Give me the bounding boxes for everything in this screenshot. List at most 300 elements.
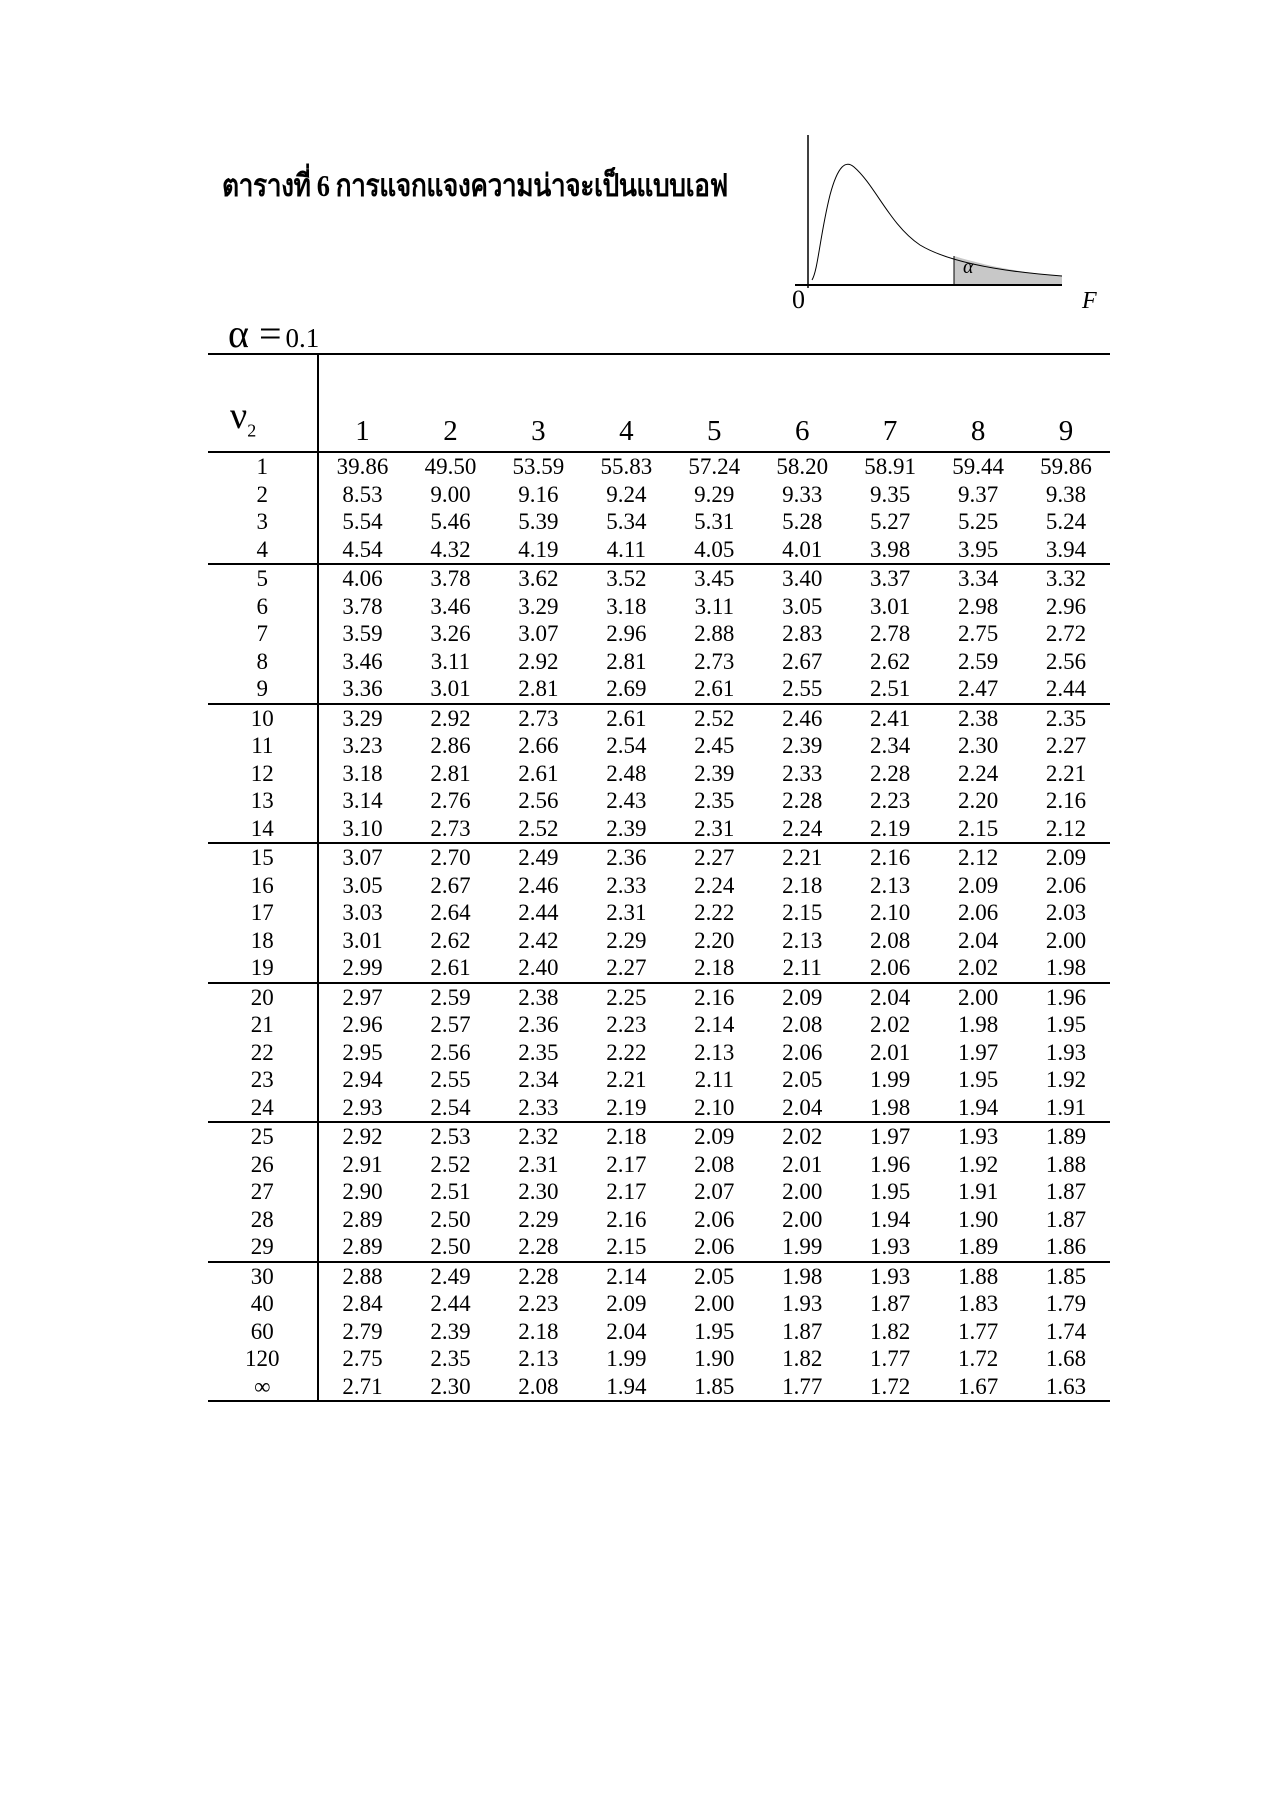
f-value-cell: 3.36 <box>318 675 407 704</box>
row-header-v2: 17 <box>208 899 318 927</box>
f-value-cell: 3.03 <box>342 900 383 925</box>
table-row <box>208 1233 1110 1262</box>
f-value-cell: 3.14 <box>342 788 383 813</box>
f-value-cell: 2.46 <box>518 872 559 898</box>
row-header-v2: 11 <box>208 732 318 760</box>
table-row <box>208 732 1110 760</box>
f-value-cell: 2.44 <box>518 900 559 925</box>
table-row <box>208 983 1110 1012</box>
f-value-cell: 3.05 <box>342 872 383 898</box>
f-value-cell: 2.38 <box>518 984 559 1010</box>
f-value-cell: 2.32 <box>518 1124 559 1149</box>
row-header-v2: 24 <box>208 1094 318 1123</box>
f-value-cell: 2.94 <box>342 1067 383 1092</box>
table-row <box>208 508 1110 536</box>
f-value-cell: 3.40 <box>782 566 823 591</box>
row-header-v2: 22 <box>208 1039 318 1067</box>
column-header-v1-7: 7 <box>846 354 934 452</box>
f-value-cell: 3.18 <box>606 593 647 619</box>
f-value-cell: 39.86 <box>336 454 389 479</box>
f-value-cell: 1.93 <box>870 1263 911 1289</box>
table-row <box>208 1178 1110 1206</box>
row-header-v2: 5 <box>208 564 318 593</box>
f-value-cell: 2.03 <box>1045 900 1087 925</box>
row-header-v2: 2 <box>208 481 318 509</box>
table-row <box>208 1122 1110 1151</box>
f-value-cell: 1.79 <box>1045 1291 1087 1316</box>
f-value-cell: 2.33 <box>782 760 823 786</box>
f-value-cell: 2.06 <box>670 1233 758 1262</box>
f-value-cell: 2.00 <box>1045 927 1087 953</box>
f-value-cell: 1.72 <box>870 1373 911 1399</box>
f-value-cell: 2.67 <box>430 872 471 898</box>
table-row <box>208 927 1110 955</box>
f-value-cell: 5.54 <box>342 509 383 534</box>
f-value-cell: 2.11 <box>694 1067 734 1092</box>
f-value-cell: 59.86 <box>1040 454 1092 479</box>
f-value-cell: 1.82 <box>870 1318 911 1344</box>
f-value-cell: 2.19 <box>846 815 934 844</box>
row-header-v2: 16 <box>208 872 318 900</box>
f-value-cell: 1.67 <box>957 1373 999 1399</box>
f-value-cell: 1.89 <box>1045 1124 1087 1149</box>
f-value-cell: 2.43 <box>606 788 647 813</box>
f-value-cell: 3.11 <box>430 648 471 674</box>
f-value-cell: 2.00 <box>957 984 999 1010</box>
f-value-cell: 2.75 <box>342 1346 383 1371</box>
f-value-cell: 1.97 <box>870 1124 911 1149</box>
column-header-v1-4: 4 <box>582 354 670 452</box>
f-value-cell: 3.07 <box>518 621 559 646</box>
table-row <box>208 1011 1110 1039</box>
f-value-cell: 1.86 <box>1022 1233 1110 1262</box>
f-value-cell: 2.61 <box>406 954 494 983</box>
alpha-symbol: α = <box>228 311 282 356</box>
f-value-cell: 2.13 <box>870 872 911 898</box>
column-header-v1-1: 1 <box>318 354 407 452</box>
f-value-cell: 3.45 <box>694 566 735 591</box>
f-value-cell: 2.53 <box>430 1124 471 1149</box>
f-value-cell: 2.14 <box>694 1012 735 1037</box>
table-row <box>208 481 1110 509</box>
f-value-cell: 2.23 <box>518 1291 559 1316</box>
f-value-cell: 2.00 <box>782 1179 823 1204</box>
f-value-cell: 3.34 <box>957 566 999 591</box>
f-value-cell: 5.28 <box>782 509 823 534</box>
f-value-cell: 2.01 <box>870 1039 911 1065</box>
row-header-v2: 4 <box>208 536 318 565</box>
f-value-cell: 3.05 <box>782 593 823 619</box>
f-value-cell: 1.92 <box>957 1151 999 1177</box>
f-value-cell: 4.54 <box>318 536 407 565</box>
f-value-cell: 2.18 <box>782 872 823 898</box>
f-value-cell: 2.57 <box>430 1012 471 1037</box>
table-row <box>208 872 1110 900</box>
f-value-cell: 2.54 <box>606 733 647 758</box>
f-value-cell: 2.67 <box>782 648 823 674</box>
f-value-cell: 2.42 <box>518 927 559 953</box>
f-value-cell: 2.81 <box>494 675 582 704</box>
f-value-cell: 2.31 <box>518 1151 559 1177</box>
f-table <box>208 353 1110 1402</box>
row-header-v2: 29 <box>208 1233 318 1262</box>
row-header-v2: ∞ <box>208 1373 318 1402</box>
f-value-cell: 3.07 <box>342 845 383 870</box>
f-value-cell: 2.40 <box>494 954 582 983</box>
f-value-cell: 1.68 <box>1045 1346 1087 1371</box>
f-value-cell: 3.01 <box>342 927 383 953</box>
f-value-cell: 2.29 <box>518 1206 559 1232</box>
f-value-cell: 2.31 <box>670 815 758 844</box>
f-value-cell: 2.07 <box>694 1179 735 1204</box>
f-value-cell: 2.78 <box>870 621 911 646</box>
f-value-cell: 4.19 <box>494 536 582 565</box>
f-value-cell: 2.35 <box>694 788 735 813</box>
f-value-cell: 9.35 <box>870 481 911 507</box>
f-value-cell: 2.13 <box>518 1346 559 1371</box>
f-value-cell: 2.23 <box>606 1012 647 1037</box>
f-value-cell: 1.98 <box>957 1012 999 1037</box>
f-value-cell: 2.62 <box>870 648 911 674</box>
f-value-cell: 3.52 <box>606 566 647 591</box>
row-header-v2: 19 <box>208 954 318 983</box>
f-value-cell: 2.96 <box>1045 593 1087 619</box>
f-value-cell: 57.24 <box>688 454 741 479</box>
f-value-cell: 2.49 <box>430 1263 471 1289</box>
table-row <box>208 760 1110 788</box>
f-value-cell: 1.77 <box>870 1346 911 1371</box>
f-value-cell: 1.99 <box>758 1233 846 1262</box>
row-header-v2: 13 <box>208 787 318 815</box>
alpha-value: 0.1 <box>285 323 320 353</box>
f-value-cell: 2.04 <box>606 1318 647 1344</box>
f-value-cell: 2.71 <box>342 1373 383 1399</box>
f-value-cell: 2.49 <box>518 845 559 870</box>
f-value-cell: 2.15 <box>934 815 1022 844</box>
table-row <box>208 1151 1110 1179</box>
f-value-cell: 3.37 <box>870 566 911 591</box>
f-value-cell: 2.18 <box>518 1318 559 1344</box>
f-value-cell: 2.70 <box>430 845 471 870</box>
table-row <box>208 536 1110 565</box>
f-value-cell: 2.22 <box>694 900 735 925</box>
f-value-cell: 2.14 <box>606 1263 647 1289</box>
f-value-cell: 2.00 <box>782 1206 823 1232</box>
f-value-cell: 2.24 <box>957 760 999 786</box>
f-value-cell: 2.15 <box>782 900 823 925</box>
column-header-v1-5: 5 <box>670 354 758 452</box>
row-header-v2: 14 <box>208 815 318 844</box>
row-header-v2: 7 <box>208 620 318 648</box>
f-value-cell: 2.15 <box>582 1233 670 1262</box>
f-value-cell: 2.27 <box>582 954 670 983</box>
f-value-cell: 2.33 <box>606 872 647 898</box>
f-value-cell: 2.08 <box>518 1373 559 1399</box>
f-value-cell: 2.36 <box>518 1012 559 1037</box>
f-value-cell: 1.93 <box>782 1291 823 1316</box>
density-curve <box>812 164 1062 280</box>
f-value-cell: 2.88 <box>342 1263 383 1289</box>
f-value-cell: 3.95 <box>934 536 1022 565</box>
row-header-v2: 28 <box>208 1206 318 1234</box>
v2-symbol: ν <box>230 395 248 438</box>
f-value-cell: 2.09 <box>694 1124 735 1149</box>
f-value-cell: 3.78 <box>342 593 383 619</box>
alpha-level <box>228 310 319 357</box>
f-value-cell: 3.59 <box>342 621 383 646</box>
f-value-cell: 2.02 <box>934 954 1022 983</box>
f-value-cell: 2.05 <box>782 1067 823 1092</box>
f-value-cell: 2.47 <box>934 675 1022 704</box>
f-value-cell: 1.95 <box>870 1179 911 1204</box>
f-value-cell: 3.23 <box>342 733 383 758</box>
f-value-cell: 4.05 <box>670 536 758 565</box>
f-value-cell: 1.93 <box>846 1233 934 1262</box>
f-value-cell: 5.39 <box>518 509 559 534</box>
f-value-cell: 1.77 <box>782 1373 823 1399</box>
f-value-cell: 2.16 <box>694 984 735 1010</box>
f-distribution-figure <box>780 125 1110 325</box>
f-value-cell: 49.50 <box>424 454 477 479</box>
column-header-v1-6: 6 <box>758 354 846 452</box>
f-value-cell: 2.08 <box>694 1151 735 1177</box>
f-value-cell: 2.19 <box>582 1094 670 1123</box>
f-value-cell: 2.62 <box>430 927 471 953</box>
f-value-cell: 2.41 <box>870 705 911 731</box>
f-value-cell: 2.98 <box>957 593 999 619</box>
f-value-cell: 2.59 <box>957 648 999 674</box>
f-value-cell: 1.87 <box>870 1291 911 1316</box>
f-value-cell: 9.29 <box>694 481 735 507</box>
f-value-cell: 1.90 <box>694 1346 735 1371</box>
f-value-cell: 5.31 <box>694 509 735 534</box>
f-value-cell: 2.96 <box>342 1012 383 1037</box>
f-value-cell: 2.52 <box>494 815 582 844</box>
column-header-v1-3: 3 <box>494 354 582 452</box>
origin-label: 0 <box>792 285 805 314</box>
table-row <box>208 1262 1110 1291</box>
f-value-cell: 2.21 <box>606 1067 647 1092</box>
table-row <box>208 843 1110 872</box>
row-header-v2: 25 <box>208 1122 318 1151</box>
table-row <box>208 787 1110 815</box>
f-value-cell: 2.51 <box>846 675 934 704</box>
f-value-cell: 3.94 <box>1022 536 1110 565</box>
table-row <box>208 815 1110 844</box>
f-value-cell: 2.04 <box>758 1094 846 1123</box>
f-value-cell: 2.09 <box>1045 845 1087 870</box>
f-value-cell: 2.16 <box>870 845 911 870</box>
f-value-cell: 2.75 <box>957 621 999 646</box>
f-value-cell: 2.81 <box>606 648 647 674</box>
f-value-cell: 1.92 <box>1045 1067 1087 1092</box>
f-value-cell: 4.11 <box>582 536 670 565</box>
f-value-cell: 2.39 <box>582 815 670 844</box>
table-row <box>208 1094 1110 1123</box>
f-value-cell: 2.05 <box>694 1263 735 1289</box>
f-value-cell: 2.28 <box>518 1263 559 1289</box>
f-value-cell: 2.44 <box>1022 675 1110 704</box>
f-value-cell: 1.99 <box>606 1346 647 1371</box>
f-value-cell: 2.35 <box>430 1346 471 1371</box>
f-value-cell: 2.27 <box>694 845 735 870</box>
f-value-cell: 2.31 <box>606 900 647 925</box>
f-value-cell: 2.10 <box>870 900 911 925</box>
f-value-cell: 3.78 <box>430 566 471 591</box>
f-value-cell: 3.29 <box>342 705 383 731</box>
header-row <box>208 354 1110 452</box>
row-header-v2: 60 <box>208 1318 318 1346</box>
f-value-cell: 2.86 <box>430 733 471 758</box>
f-value-cell: 53.59 <box>512 454 565 479</box>
f-value-cell: 1.91 <box>957 1179 999 1204</box>
f-value-cell: 2.06 <box>957 900 999 925</box>
table-row <box>208 593 1110 621</box>
f-value-cell: 9.37 <box>957 481 999 507</box>
f-value-cell: 2.56 <box>518 788 559 813</box>
f-value-cell: 2.59 <box>430 984 471 1010</box>
f-value-cell: 2.97 <box>342 984 383 1010</box>
f-value-cell: 1.96 <box>870 1151 911 1177</box>
table-row <box>208 1345 1110 1373</box>
page-title: ตารางที่ 6 การแจกแจงความน่าจะเป็นแบบเอฟ <box>222 168 728 203</box>
table-row <box>208 1039 1110 1067</box>
f-value-cell: 2.02 <box>782 1124 823 1149</box>
f-value-cell: 2.79 <box>342 1318 383 1344</box>
row-header-v2: 3 <box>208 508 318 536</box>
f-value-cell: 2.69 <box>582 675 670 704</box>
f-value-cell: 3.18 <box>342 760 383 786</box>
f-value-cell: 9.38 <box>1045 481 1087 507</box>
f-value-cell: 2.54 <box>406 1094 494 1123</box>
f-value-cell: 2.89 <box>342 1206 383 1232</box>
row-header-v2: 15 <box>208 843 318 872</box>
f-value-cell: 3.29 <box>518 593 559 619</box>
f-value-cell: 9.33 <box>782 481 823 507</box>
f-value-cell: 2.30 <box>430 1373 471 1399</box>
f-value-cell: 2.16 <box>1045 788 1087 813</box>
f-value-cell: 1.98 <box>1022 954 1110 983</box>
v2-header <box>208 354 318 452</box>
f-value-cell: 2.92 <box>430 705 471 731</box>
f-value-cell: 2.83 <box>782 621 823 646</box>
f-value-cell: 2.51 <box>430 1179 471 1204</box>
f-value-cell: 2.02 <box>870 1012 911 1037</box>
f-value-cell: 2.21 <box>782 845 823 870</box>
f-value-cell: 1.88 <box>957 1263 999 1289</box>
f-value-cell: 2.72 <box>1045 621 1087 646</box>
f-value-cell: 2.17 <box>606 1179 647 1204</box>
f-value-cell: 2.18 <box>670 954 758 983</box>
f-value-cell: 2.22 <box>606 1039 647 1065</box>
f-value-cell: 2.28 <box>494 1233 582 1262</box>
row-header-v2: 18 <box>208 927 318 955</box>
f-value-cell: 2.09 <box>957 872 999 898</box>
tail-alpha-label: α <box>963 256 974 278</box>
f-value-cell: 2.73 <box>518 705 559 731</box>
f-value-cell: 4.32 <box>406 536 494 565</box>
table-row <box>208 675 1110 704</box>
f-value-cell: 9.00 <box>430 481 471 507</box>
f-value-cell: 2.33 <box>494 1094 582 1123</box>
f-value-cell: 2.28 <box>870 760 911 786</box>
f-value-cell: 1.97 <box>957 1039 999 1065</box>
f-value-cell: 1.93 <box>957 1124 999 1149</box>
f-value-cell: 2.06 <box>782 1039 823 1065</box>
f-value-cell: 1.82 <box>782 1346 823 1371</box>
f-value-cell: 2.12 <box>957 845 999 870</box>
f-value-cell: 2.95 <box>342 1039 383 1065</box>
f-value-cell: 2.09 <box>606 1291 647 1316</box>
f-value-cell: 2.61 <box>606 705 647 731</box>
f-value-cell: 2.23 <box>870 788 911 813</box>
f-value-cell: 3.62 <box>518 566 559 591</box>
f-value-cell: 2.04 <box>870 984 911 1010</box>
f-value-cell: 2.64 <box>430 900 471 925</box>
row-header-v2: 21 <box>208 1011 318 1039</box>
table-row <box>208 452 1110 481</box>
f-value-cell: 2.66 <box>518 733 559 758</box>
f-axis-label: F <box>1082 288 1097 314</box>
f-value-cell: 2.12 <box>1022 815 1110 844</box>
column-header-v1-2: 2 <box>406 354 494 452</box>
f-value-cell: 2.89 <box>318 1233 407 1262</box>
f-value-cell: 2.90 <box>342 1179 383 1204</box>
f-value-cell: 1.85 <box>1045 1263 1087 1289</box>
f-value-cell: 1.99 <box>870 1067 911 1092</box>
row-header-v2: 23 <box>208 1066 318 1094</box>
f-value-cell: 2.39 <box>782 733 823 758</box>
f-value-cell: 3.46 <box>342 648 383 674</box>
table-body <box>208 452 1110 1401</box>
f-value-cell: 2.13 <box>782 927 823 953</box>
f-value-cell: 3.46 <box>430 593 471 619</box>
f-value-cell: 5.24 <box>1045 509 1087 534</box>
f-value-cell: 1.88 <box>1045 1151 1087 1177</box>
f-value-cell: 2.84 <box>342 1291 383 1316</box>
table-row <box>208 899 1110 927</box>
f-value-cell: 5.25 <box>957 509 999 534</box>
f-value-cell: 2.91 <box>342 1151 383 1177</box>
f-value-cell: 2.73 <box>694 648 735 674</box>
f-value-cell: 2.01 <box>782 1151 823 1177</box>
f-value-cell: 2.06 <box>1045 872 1087 898</box>
f-value-cell: 2.55 <box>758 675 846 704</box>
f-value-cell: 2.20 <box>694 927 735 953</box>
row-header-v2: 30 <box>208 1262 318 1291</box>
f-value-cell: 2.76 <box>430 788 471 813</box>
f-value-cell: 2.45 <box>694 733 735 758</box>
table-row <box>208 648 1110 676</box>
f-value-cell: 2.36 <box>606 845 647 870</box>
f-value-cell: 1.87 <box>1045 1179 1087 1204</box>
f-value-cell: 2.99 <box>318 954 407 983</box>
f-value-cell: 1.96 <box>1045 984 1087 1010</box>
f-value-cell: 1.94 <box>870 1206 911 1232</box>
column-header-v1-9: 9 <box>1022 354 1110 452</box>
f-value-cell: 9.24 <box>606 481 647 507</box>
f-value-cell: 2.92 <box>342 1124 383 1149</box>
f-value-cell: 2.09 <box>782 984 823 1010</box>
f-value-cell: 2.13 <box>694 1039 735 1065</box>
f-value-cell: 2.81 <box>430 760 471 786</box>
f-value-cell: 3.01 <box>870 593 911 619</box>
row-header-v2: 12 <box>208 760 318 788</box>
f-value-cell: 2.16 <box>606 1206 647 1232</box>
f-value-cell: 2.24 <box>758 815 846 844</box>
f-value-cell: 2.25 <box>606 984 647 1010</box>
f-value-cell: 3.10 <box>318 815 407 844</box>
